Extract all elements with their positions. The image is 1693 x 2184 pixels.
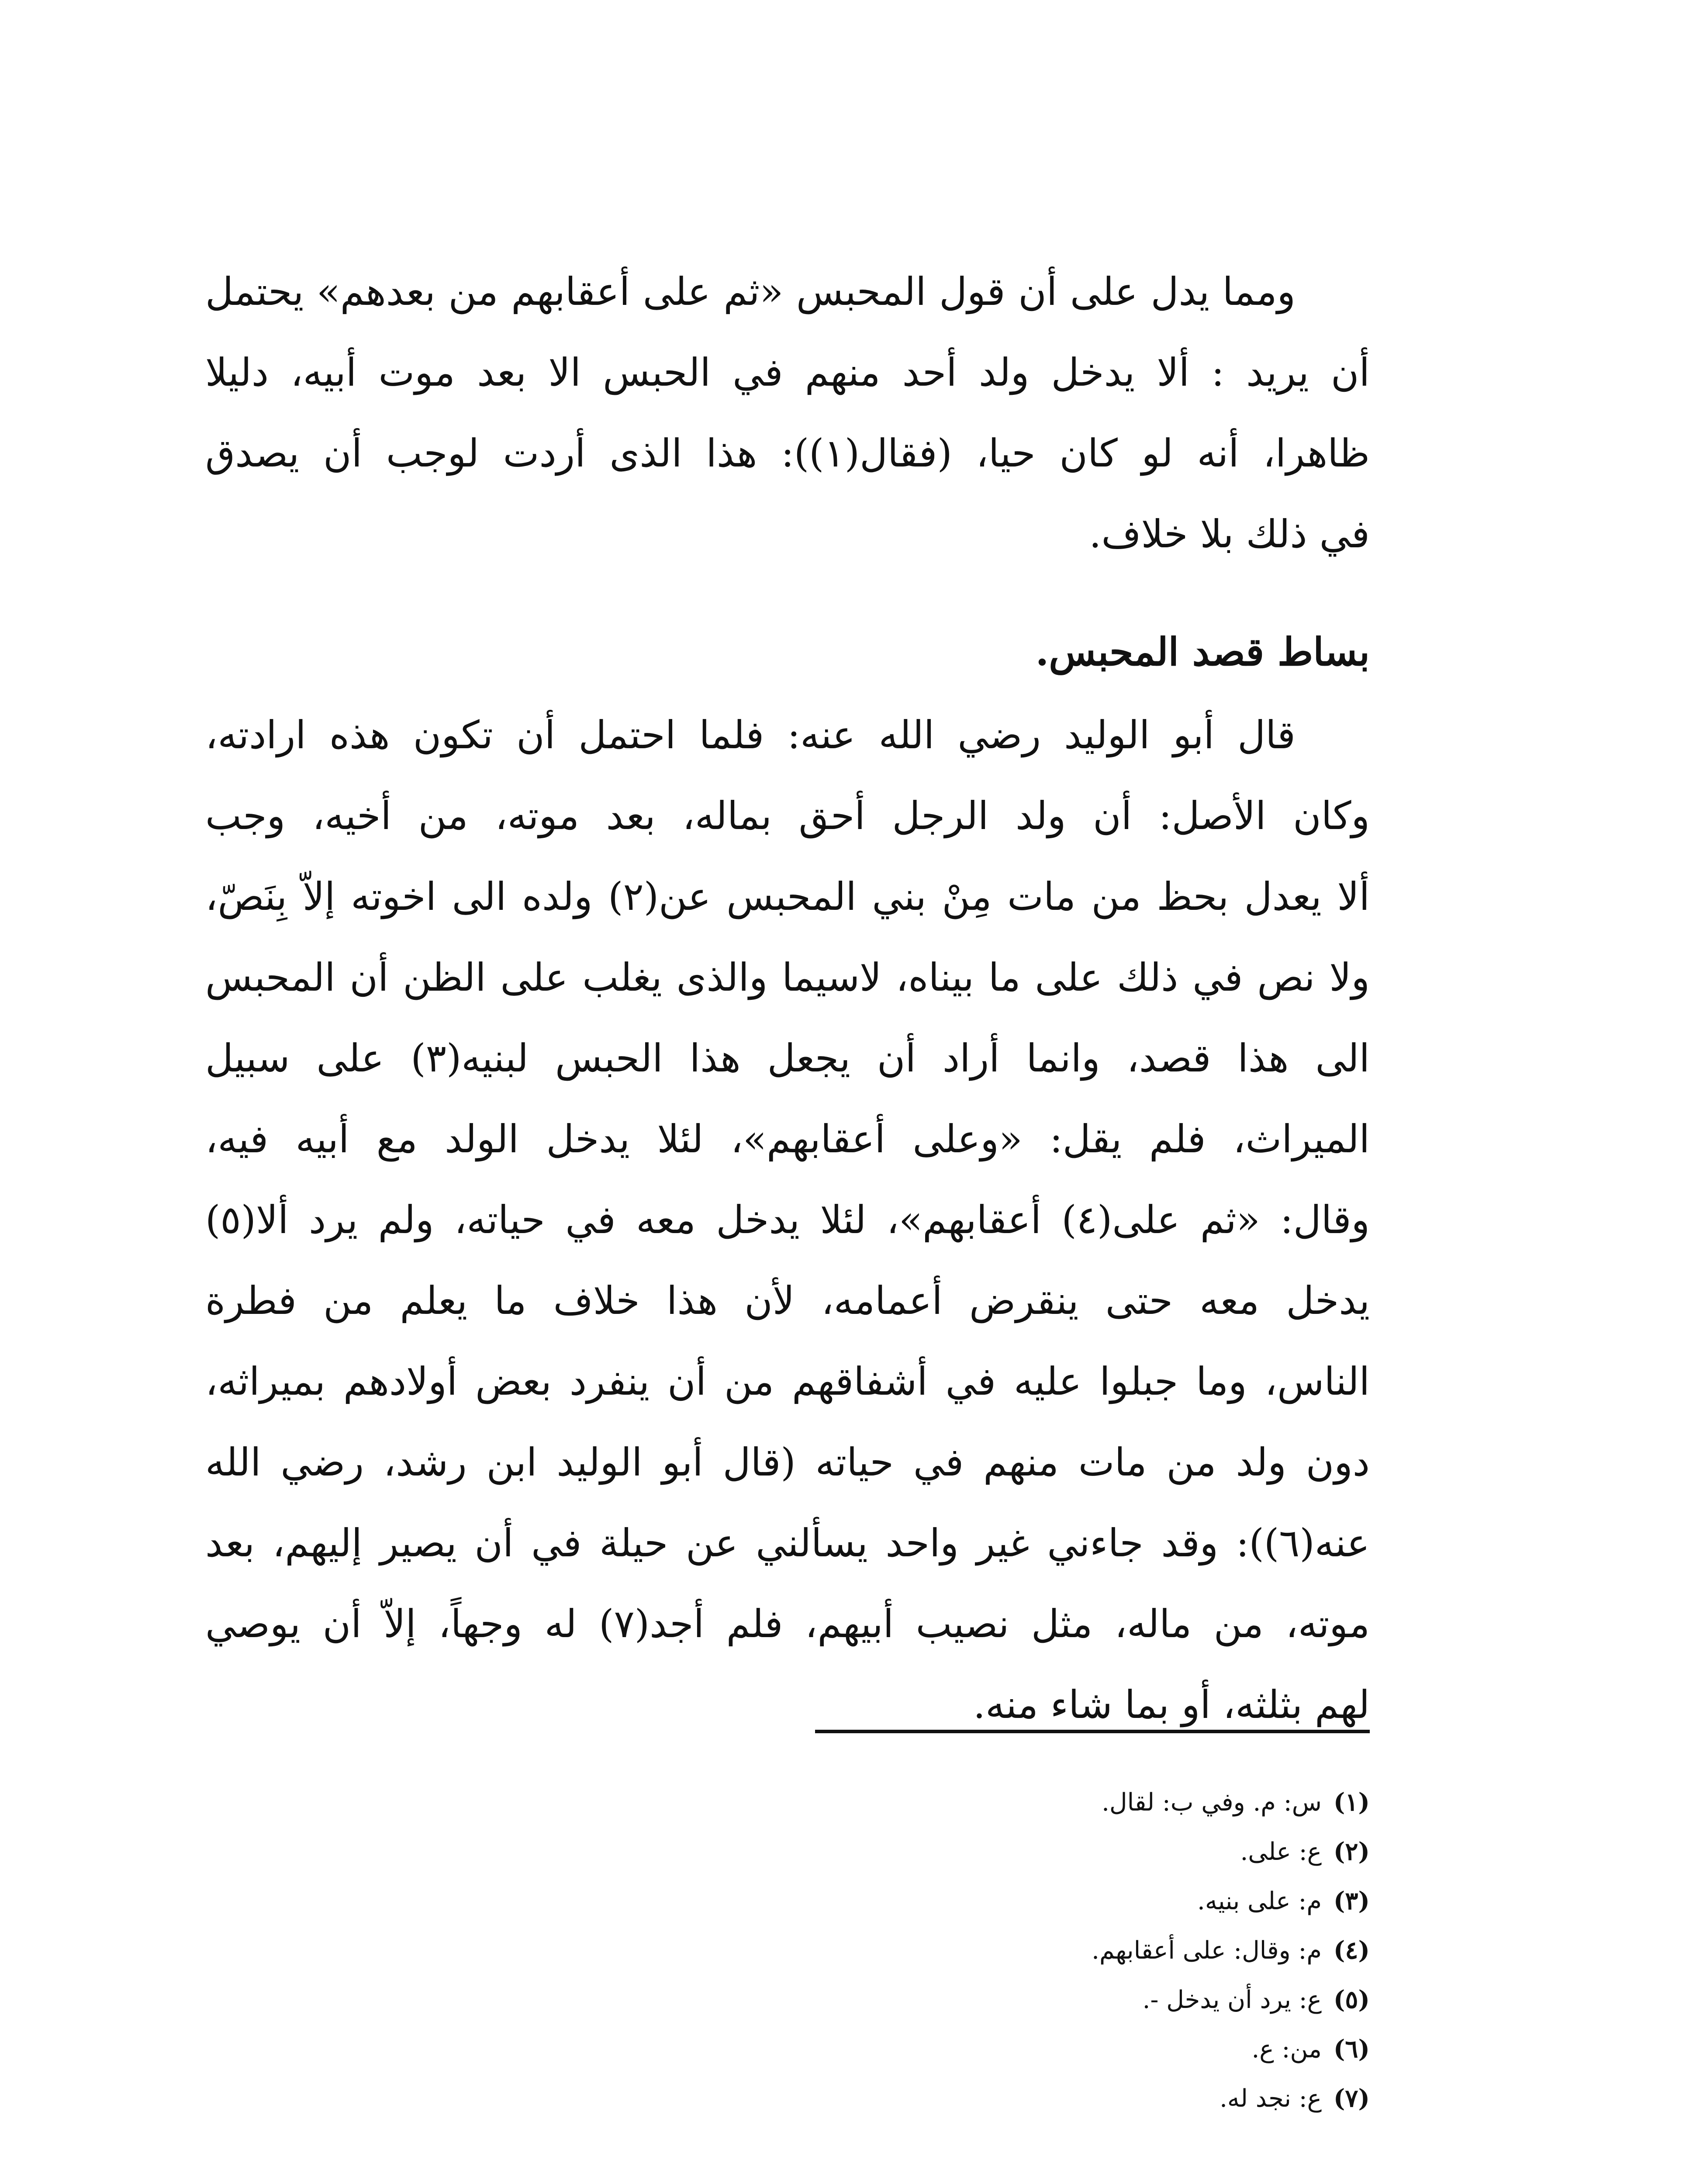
footnote-number: (١) xyxy=(1333,1788,1370,1817)
footnote xyxy=(758,1926,1370,1975)
footnote xyxy=(758,2025,1370,2074)
text-line: وقال: «ثم على(٤) أعقابهم»، لئلا يدخل معه في حياته، ولم يرد ألا(٥) xyxy=(205,1197,1370,1242)
text-line: موته، من ماله، مثل نصيب أبيهم، فلم أجد(٧) له وجهاً، إلاّ أن يوصي xyxy=(205,1601,1370,1646)
text-line: ألا يعدل بحظ من مات مِنْ بني المحبس عن(٢) ولده الى اخوته إلاّ بِنَصّ، xyxy=(205,874,1370,919)
text-line: عنه(٦)): وقد جاءني غير واحد يسألني عن حيلة في أن يصير إليهم، بعد xyxy=(205,1521,1370,1565)
footnote-divider xyxy=(815,1730,1370,1733)
footnote-text: ع: نجد له. xyxy=(1220,2084,1322,2113)
text-line: الى هذا قصد، وانما أراد أن يجعل هذا الحبس لبنيه(٣) على سبيل xyxy=(205,1036,1370,1081)
footnote xyxy=(758,1778,1370,1827)
footnote-text: س: م. وفي ب: لقال. xyxy=(1102,1788,1322,1817)
footnote-text: من: ع. xyxy=(1251,2035,1322,2063)
text-line: ظاهرا، أنه لو كان حيا، (فقال(١)): هذا الذى أردت لوجب أن يصدق xyxy=(205,431,1370,476)
text-line: دون ولد من مات منهم في حياته (قال أبو الوليد ابن رشد، رضي الله xyxy=(205,1440,1370,1485)
footnote-number: (٦) xyxy=(1333,2035,1370,2063)
footnotes xyxy=(758,1778,1370,2123)
footnote xyxy=(758,1827,1370,1876)
text-line: الناس، وما جبلوا عليه في أشفاقهم من أن ينفرد بعض أولادهم بميراثه، xyxy=(205,1359,1370,1404)
footnote xyxy=(758,1975,1370,2025)
text-line: قال أبو الوليد رضي الله عنه: فلما احتمل أن تكون هذه ارادته، xyxy=(205,712,1296,757)
text-line: ومما يدل على أن قول المحبس «ثم على أعقابهم من بعدهم» يحتمل xyxy=(205,269,1296,314)
text-line: أن يريد : ألا يدخل ولد أحد منهم في الحبس الا بعد موت أبيه، دليلا xyxy=(205,350,1370,395)
paragraph-1 xyxy=(205,251,1370,574)
text-line: الميراث، فلم يقل: «وعلى أعقابهم»، لئلا يدخل الولد مع أبيه فيه، xyxy=(205,1116,1370,1161)
footnote-number: (٧) xyxy=(1333,2084,1370,2113)
footnote-text: ع: على. xyxy=(1240,1838,1322,1866)
footnote-text: م: وقال: على أعقابهم. xyxy=(1092,1936,1322,1965)
footnote-text: ع: يرد أن يدخل -. xyxy=(1142,1986,1322,2014)
footnote-number: (٢) xyxy=(1333,1837,1370,1866)
footnote-number: (٥) xyxy=(1333,1985,1370,2014)
footnote-number: (٣) xyxy=(1333,1887,1370,1915)
footnote-text: م: على بنيه. xyxy=(1197,1887,1322,1915)
footnote xyxy=(758,1876,1370,1926)
text-line: ولا نص في ذلك على ما بيناه، لاسيما والذى يغلب على الظن أن المحبس xyxy=(205,955,1370,1000)
section-heading: بساط قصد المحبس. xyxy=(1035,629,1370,674)
text-line: يدخل معه حتى ينقرض أعمامه، لأن هذا خلاف ما يعلم من فطرة xyxy=(205,1278,1370,1323)
text-line: في ذلك بلا خلاف. xyxy=(1089,511,1370,556)
paragraph-2 xyxy=(205,695,1370,1745)
text-line: وكان الأصل: أن ولد الرجل أحق بماله، بعد موته، من أخيه، وجب xyxy=(205,793,1370,838)
footnote xyxy=(758,2074,1370,2123)
text-line: لهم بثلثه، أو بما شاء منه. xyxy=(973,1682,1370,1727)
footnote-number: (٤) xyxy=(1333,1936,1370,1965)
